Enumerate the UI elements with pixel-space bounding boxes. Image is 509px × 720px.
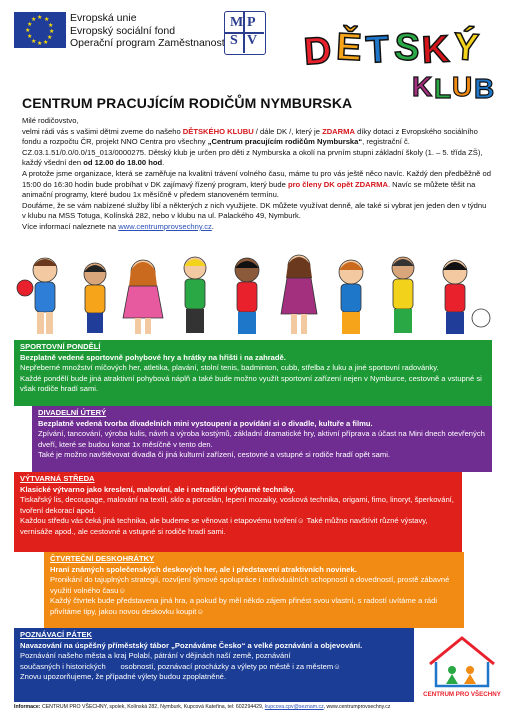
footer-email-link[interactable]: kupcova.cpv@seznam.cz [264,704,324,710]
house-logo-text: CENTRUM PRO VŠECHNY [423,691,501,698]
detsky-klub-logo [300,22,500,102]
footer-text: CENTRUM PRO VŠECHNY, spolek, Kolínská 282, Nymburk, Kupcová Kateřina, tel: 602294429, [40,704,265,710]
intro-text [22,116,492,233]
eu-text-block [70,12,225,50]
svg-text:D: D [302,29,333,74]
kid-8 [392,257,414,333]
eu-line-3: Operační program Zaměstnanost [70,37,225,49]
section-ctvrtecni-deskohratky [44,552,464,628]
section-text: Také je možno navštěvovat divadla či jiná kulturní zařízení, cestovné a vstupné si rodiče hradí opět sami. [38,450,391,459]
kid-1 [17,258,57,334]
greeting: Milé rodičovstvo, [22,116,79,125]
children-illustration [15,248,493,340]
page-title: CENTRUM PRACUJÍCÍM RODIČŮM NYMBURSKA [22,95,353,111]
footer-label: Informace: [14,704,41,710]
kid-2 [84,263,106,333]
eu-line-1: Evropská unie [70,12,137,24]
section-text: Zpívání, tancování, výroba kulis, návrh a výroba kostýmů, základní dramatické hry, aktivní příprava a účast na Mini dnech otevřených dveří, které se budou konat 1x měsíčně v tento den. [38,429,485,449]
mpsv-logo: M P S V [224,11,266,55]
section-vytvarna-streda [14,472,462,552]
eu-line-2: Evropský sociální fond [70,24,176,37]
section-text: Nepřeberné množství míčových her, atletika, plavání, stolní tenis, badminton, cubb, střelba z luku a jiné sportovní radovánky. [20,363,439,372]
section-lead: Hraní známých společenských deskových her, ale i představení atraktivních novinek. [50,564,357,574]
footer-text-2: , www.centrumprovsechny.cz [323,704,391,710]
section-divadelni-utery [32,406,492,472]
svg-text:S: S [392,25,422,70]
section-text: Poznávání našeho města a kraj Polabí, pátrání v dějinách naší země, poznávání [20,651,291,660]
section-text: Znovu upozorňujeme, že případné výlety budou zpoplatněné. [20,672,227,681]
kid-6 [281,255,317,334]
section-text: Tiskařský lis, decoupage, malování na textil, sklo a porcelán, lepení mozaiky, vosková technika, origami, fimo, linoryt, šperkování, tvoření dekorací apod. [20,495,454,515]
svg-text:K: K [420,28,451,72]
section-text: Každý čtvrtek bude představena jiná hra, a pokud by měl někdo zájem přinést svou vlastní, s radostí uvítáme a rádi přivítáme tipy, jakou novou deskovku koupit☺ [50,596,438,616]
section-lead: Klasické výtvarno jako kreslení, malování, ale i netradiční výtvarné techniky. [20,484,296,494]
intro-paragraph-3: Doufáme, že se vám nabízené služby líbí a některých z nich využijete. DK můžete využívat denně, ale také si vybrat jen jeden den v týdnu v klubu na MSS Totuga, Kolínská 282, nebo v klubu na ul. Palackého 49, Nymburk. [22,200,487,221]
svg-text:K: K [412,71,433,102]
section-heading: POZNÁVACÍ PÁTEK [20,630,93,639]
intro-paragraph-1: velmi rádi vás s vašimi dětmi zveme do našeho DĚTSKÉHO KLUBU / dále DK /, který je ZDARMA díky dotaci z Evropského sociálního fondu a rozpočtu ČR, projekt NNO Centra pro všechny „Centrum pracujícím rodičům Nymburska“, registrační č. CZ.03.1.51/0.0/0.0/15_013/0000275. Dětský klub je určen pro děti z Nymburska a okolí na prvním stupni základní školy (1. – 5. třída ZŠ), každý všední den od 12.00 do 18.00 hod. [22,126,483,168]
section-text: Každé pondělí bude jiná atraktivní pohybová náplň a také bude možno využít sportovní zařízení nejen v Nymburce, cestovně a vstupné si však rodiče hradí sami. [20,373,482,393]
centrum-pro-vsechny-logo [420,630,504,700]
section-text: současných i historických osobností, poznávací procházky a výlety po městě i za městem☺ [20,661,341,671]
section-heading: VÝTVARNÁ STŘEDA [20,474,95,483]
svg-text:U: U [452,71,473,102]
kid-3 [123,260,163,334]
intro-paragraph-4: Více informací naleznete na www.centrumprovsechny.cz. [22,221,214,231]
kid-4 [184,257,206,333]
section-lead: Navazování na úspěšný příměstský tábor „Poznáváme Česko“ a velké poznávání a objevování. [20,640,363,650]
intro-paragraph-2: A protože jsme organizace, která se zaměřuje na kvalitní trávení volného času, máme tu pro vás ještě něco navíc. Každý den předběžně od 15:00 do 16:30 hodin bude probíhat v DK zajímavý řízený program, který bude pro členy DK opět ZDARMA. Navíc se můžete těšit na animační programy, které budou 1x měsíčně v předem stanoveném termínu. [22,168,491,200]
website-link[interactable]: www.centrumprovsechny.cz [118,221,212,231]
svg-text:L: L [434,73,452,102]
section-heading: DIVADELNÍ ÚTERÝ [38,408,107,417]
footer-info [14,704,504,710]
kid-5 [235,258,259,334]
svg-text:Ě: Ě [335,26,363,70]
section-heading: SPORTOVNÍ PONDĚLÍ [20,342,101,351]
section-heading: ČTVRTEČNÍ DESKOHRÁTKY [50,554,155,563]
kid-9 [443,260,490,334]
section-lead: Bezplatně vedená tvorba divadelních mini vystoupení a povídání si o divadle, kultuře a filmu. [38,418,373,428]
section-poznavaci-patek [14,628,414,702]
section-sportovni-pondeli [14,340,492,406]
section-text: Každou středu vás čeká jiná technika, ale budeme se věnovat i etapovému tvoření☺ Také můžno navštívit různé výstavy, vernisáže apod., ale cestovné a vstupné si rodiče hradí sami. [20,516,428,536]
section-lead: Bezplatně vedené sportovně pohybové hry a hrátky na hřišti i na zahradě. [20,352,286,362]
eu-flag-logo: ★ ★ ★ ★ ★ ★ ★ ★ ★ ★ ★ ★ [14,12,66,48]
svg-text:T: T [364,28,391,72]
section-text: Pronikání do tajuplných strategií, rozvíjení týmové spolupráce i individuálních schopností a dovedností, prostě zábavné využití volného času☺ [50,575,450,595]
svg-text:B: B [474,73,495,102]
svg-text:Ý: Ý [451,25,481,70]
kid-7 [339,260,363,334]
